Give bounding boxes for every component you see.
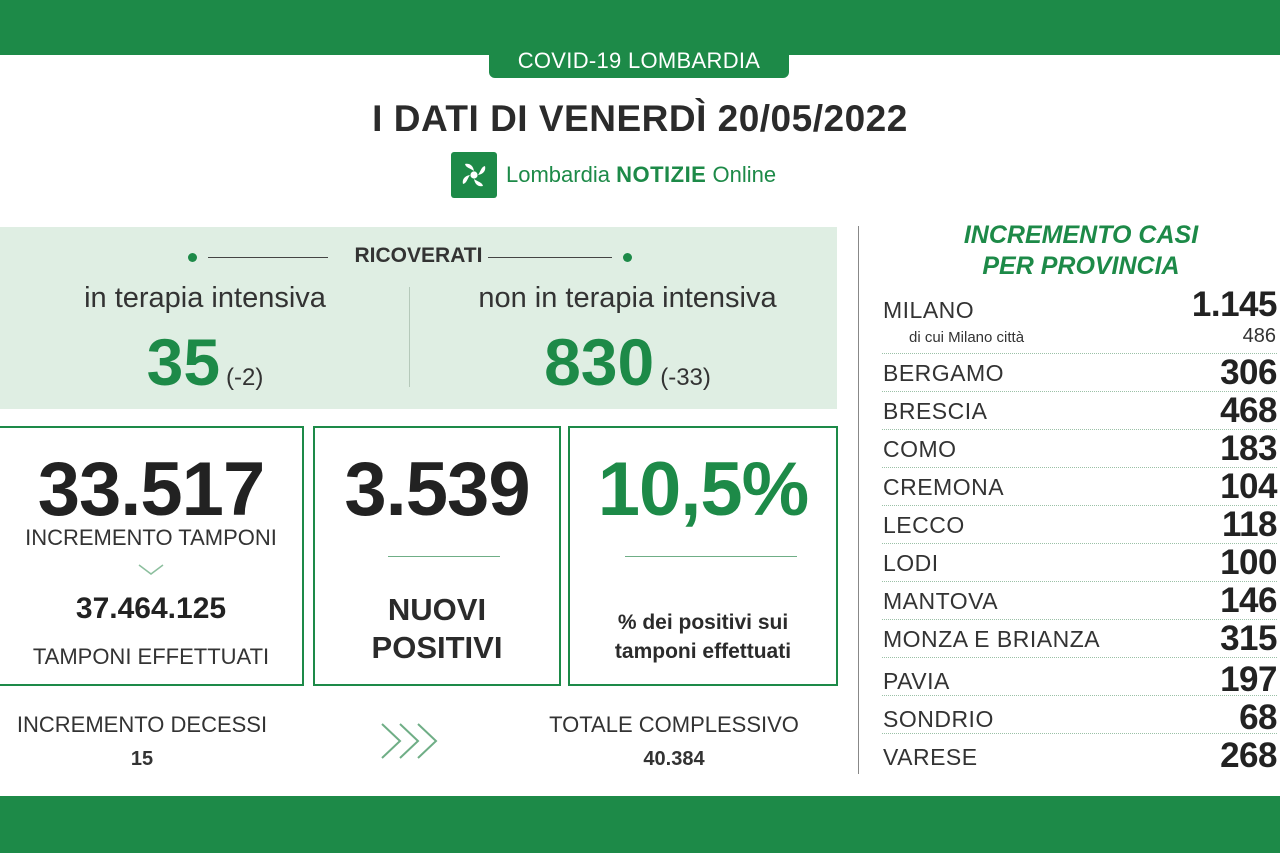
- logo-suffix: Online: [712, 162, 777, 187]
- ricoverati-label: RICOVERATI: [354, 244, 483, 267]
- province-value: 1.145: [1191, 285, 1277, 324]
- percentuale-label: [570, 608, 836, 666]
- bottom-band: [0, 796, 1280, 853]
- decessi-increment-value: 15: [130, 748, 154, 770]
- province-name: CREMONA: [883, 474, 1005, 500]
- tamponi-total-value: 37.464.125: [75, 592, 227, 625]
- nuovi-positivi-box: [313, 426, 561, 686]
- province-row-sondrio: [882, 695, 1277, 737]
- decessi-totale-value: 40.384: [643, 748, 705, 770]
- non-intensiva-delta: (-33): [660, 364, 711, 391]
- province-row-lodi: [882, 543, 1277, 582]
- nuovi-positivi-separator: [388, 556, 500, 557]
- province-value: 268: [1220, 736, 1277, 775]
- ricoverati-dot-right: [623, 253, 632, 262]
- percentuale-box: [568, 426, 838, 686]
- province-title-line1: INCREMENTO CASI: [963, 221, 1199, 249]
- lombardia-rose-icon: [451, 152, 497, 198]
- lombardia-notizie-logo: [451, 151, 776, 199]
- logo-prefix: Lombardia: [506, 162, 610, 187]
- province-name: VARESE: [883, 744, 978, 770]
- ricoverati-line-right: [488, 257, 612, 258]
- tamponi-box: [0, 426, 304, 686]
- province-row-lecco: [882, 505, 1277, 544]
- province-name: BERGAMO: [883, 360, 1005, 386]
- nuovi-positivi-label-line2: POSITIVI: [371, 630, 503, 665]
- nuovi-positivi-value: 3.539: [344, 447, 530, 532]
- header-tag: COVID-19 LOMBARDIA: [489, 46, 789, 78]
- ricoverati-panel: [0, 227, 837, 409]
- percentuale-label-line1: % dei positivi sui: [617, 611, 789, 634]
- nuovi-positivi-label: [315, 591, 559, 667]
- province-value: 104: [1220, 467, 1277, 506]
- milano-citta-label: di cui Milano città: [909, 329, 1025, 346]
- province-title-line2: PER PROVINCIA: [982, 252, 1180, 280]
- province-row-brescia: [882, 391, 1277, 430]
- province-row-cremona: [882, 467, 1277, 506]
- province-name: MILANO: [883, 297, 975, 323]
- province-name: LODI: [883, 550, 939, 576]
- province-value: 68: [1239, 698, 1277, 737]
- province-value: 118: [1222, 505, 1277, 544]
- intensiva-label: in terapia intensiva: [84, 282, 326, 314]
- logo-brand: NOTIZIE: [616, 162, 707, 187]
- non-intensiva-value: 830: [544, 325, 655, 399]
- province-name: LECCO: [883, 512, 965, 538]
- province-value: 100: [1220, 543, 1277, 582]
- province-row-varese: [882, 733, 1277, 775]
- tamponi-total-label: TAMPONI EFFETTUATI: [32, 644, 270, 669]
- non-intensiva-label: non in terapia intensiva: [478, 282, 777, 314]
- province-value: 306: [1220, 353, 1277, 392]
- tamponi-increment-label: INCREMENTO TAMPONI: [25, 525, 277, 550]
- chevron-down-icon: [0, 561, 302, 581]
- milano-citta-value: 486: [1242, 325, 1276, 347]
- non-intensiva-value-group: [430, 324, 825, 400]
- decessi-increment: [0, 712, 284, 771]
- logo-text: [506, 162, 776, 188]
- ricoverati-divider: [409, 287, 410, 387]
- chevrons-right-icon: [380, 716, 444, 766]
- province-value: 468: [1220, 391, 1277, 430]
- percentuale-separator: [625, 556, 797, 557]
- column-divider: [858, 226, 859, 774]
- intensiva-value-group: [20, 324, 390, 400]
- province-name: MONZA E BRIANZA: [883, 626, 1101, 652]
- province-value: 315: [1220, 619, 1277, 658]
- intensiva-value: 35: [146, 325, 221, 399]
- province-name: PAVIA: [883, 668, 950, 694]
- decessi-totale: [525, 712, 823, 771]
- nuovi-positivi-label-line1: NUOVI: [387, 592, 487, 627]
- province-row-bergamo: [882, 353, 1277, 392]
- province-value: 197: [1220, 660, 1277, 699]
- page-title: I DATI DI VENERDÌ 20/05/2022: [372, 98, 908, 139]
- province-name: COMO: [883, 436, 957, 462]
- province-name: MANTOVA: [883, 588, 999, 614]
- province-row-mantova: [882, 581, 1277, 620]
- percentuale-label-line2: tamponi effettuati: [614, 640, 792, 663]
- province-value: 183: [1220, 429, 1277, 468]
- province-name: BRESCIA: [883, 398, 988, 424]
- province-row-monza-brianza: [882, 619, 1277, 658]
- tamponi-increment-value: 33.517: [37, 447, 265, 532]
- province-row-pavia: [882, 657, 1277, 699]
- province-name: SONDRIO: [883, 706, 994, 732]
- percentuale-value: 10,5%: [597, 447, 809, 532]
- decessi-increment-label: INCREMENTO DECESSI: [16, 712, 268, 737]
- province-row-como: [882, 429, 1277, 468]
- intensiva-delta: (-2): [226, 364, 264, 391]
- province-value: 146: [1220, 581, 1277, 620]
- decessi-totale-label: TOTALE COMPLESSIVO: [549, 712, 799, 737]
- province-title: [905, 220, 1257, 282]
